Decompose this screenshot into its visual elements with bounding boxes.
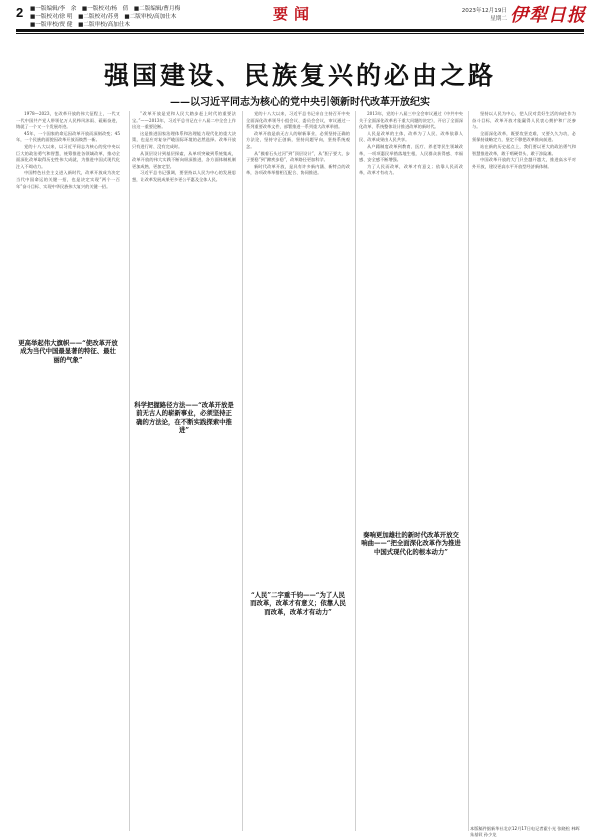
section-subhead: 奏响更加雄壮的新时代改革开放交响曲——“把全面深化改革作为推进中国式现代化的根本动力” xyxy=(361,531,461,556)
date-line: 2023年12月19日 xyxy=(461,8,507,14)
newspaper-logo: 伊犁日报 xyxy=(510,5,586,26)
article-paragraph: 从“摸着石头过河”到“顶层设计”，从“胆子要大、步子要稳”到“蹄疾步稳”，改革路径更加科学。 xyxy=(246,150,350,163)
masthead-rule-thin xyxy=(16,33,584,34)
article-paragraph: 人民是改革的主体，改革为了人民、改革依靠人民、改革成果由人民共享。 xyxy=(359,130,463,143)
article-column xyxy=(359,111,463,831)
article-paragraph: 2013年，党的十八届三中全会审议通过《中共中央关于全面深化改革若干重大问题的决定》，开启了全面深化改革、系统整体设计推进改革的新时代。 xyxy=(359,111,463,130)
article-paragraph: 为了人民而改革，改革才有意义；依靠人民而改革，改革才有动力。 xyxy=(359,163,463,176)
editor-credits xyxy=(30,5,265,29)
article-paragraph: 中国改革开放的大门只会越开越大，推进高水平对外开放，建设更高水平开放型经济新体制。 xyxy=(472,157,576,169)
editor-line: ■一版编辑/李 余 ■一版校对/杨 倩 ■二版编辑/曹月梅 xyxy=(30,6,181,12)
weekday-line: 星期二 xyxy=(490,16,507,22)
section-subhead: “人民”二字重千钧——“为了人民而改革，改革才有意义；依靠人民而改革，改革才有动力” xyxy=(250,591,346,616)
article-paragraph: 党的十八大以来，以习近平同志为核心的党中央以巨大的政治勇气和智慧，统筹推进各领域改革，推动全面深化改革取得历史性伟大成就，为推进中国式现代化注入不竭动力。 xyxy=(16,143,120,169)
article-paragraph: 新时代改革开放，是具有许多新内涵、新特点的改革，各项改革举措相互配合、协同推进。 xyxy=(246,163,350,176)
article-paragraph: 习近平总书记强调，要坚持以人民为中心的发展思想，让改革发展成果更多更公平惠及全体人民。 xyxy=(132,170,236,182)
article-paragraph: 从顶层设计到基层探索，从单项突破到系统集成，改革开放的伟大实践不断向纵深推进，各方面体制机制更加成熟、更加定型。 xyxy=(132,150,236,169)
article-paragraph: 中国特色社会主义进入新时代，改革开放成为决定当代中国命运的关键一招，也是决定实现“两个一百年”奋斗目标、实现中华民族伟大复兴的关键一招。 xyxy=(16,170,120,189)
article-paragraph: 党的十八大以来，习近平总书记亲自主持召开中央全面深化改革领导小组会议、委员会会议，审议通过一系列重要改革文件，部署推进一系列重大改革举措。 xyxy=(246,111,350,130)
issue-date xyxy=(437,7,507,23)
article-paragraph: 改革开放是前无古人的崭新事业，必须坚持正确的方法论，坚持守正创新，坚持问题导向，坚持系统观念。 xyxy=(246,130,350,149)
editor-line: ■一版校对/徐 明 ■二版校对/苏勇 ■二版审校/高加仕木 xyxy=(30,14,177,20)
section-subhead: 科学把握路径方法——“改革开放是前无古人的崭新事业，必须坚持正确的方法论，在不断实践探索中推进” xyxy=(134,401,234,435)
column-divider xyxy=(355,111,356,831)
article-column xyxy=(132,111,236,831)
article-byline: 本版稿件据新华社北京12月17日电记者霍小光 张晓松 林晖 朱基钗 孙少龙 xyxy=(470,826,580,837)
article-paragraph: 全面深化改革，既要攻坚克难，又要久久为功，必须保持战略定力，坚定不移把改革推向前进。 xyxy=(472,130,576,143)
article-paragraph: “改革开放是党和人民大踏步赶上时代的重要法宝。”——2013年，习近平总书记在十八届二中全会上作出这一重要论断。 xyxy=(132,111,236,130)
editor-line: ■一版审校/贾 健 ■二版审校/高加仕木 xyxy=(30,22,131,28)
column-divider xyxy=(242,111,243,831)
masthead xyxy=(0,0,598,40)
article-paragraph: 1978—2023，在改革开放的伟大征程上，一代又一代中国共产党人带领亿万人民栉风沐雨、砥砺奋进，铸就了一个又一个发展奇迹。 xyxy=(16,111,120,130)
section-subhead: 更高举起伟大旗帜——“使改革开放成为当代中国最显著的特征、最壮丽的气象” xyxy=(18,339,118,364)
masthead-rule xyxy=(16,29,584,32)
article-paragraph: 坚持以人民为中心，把人民对美好生活的向往作为奋斗目标，改革开放才能赢得人民衷心拥护和广泛参与。 xyxy=(472,111,576,130)
article-body xyxy=(16,111,584,831)
column-divider xyxy=(129,111,130,831)
section-title: 要闻 xyxy=(273,5,316,23)
article-subhead: ——以习近平同志为核心的党中央引领新时代改革开放纪实 xyxy=(170,97,430,108)
article-paragraph: 45年，一个国家的命运因改革开放而深刻改变；45年，一个民族的面貌因改革开放而焕然一新。 xyxy=(16,130,120,143)
page-number: 2 xyxy=(16,5,24,20)
article-paragraph: 这是推进国家治理体系和治理能力现代化的重大决策，也是应对复杂严峻国际环境的必然选择。改革开放只有进行时、没有完成时。 xyxy=(132,130,236,149)
article-paragraph: 站在新的历史起点上，我们要以更大的政治勇气和智慧推进改革，敢于啃硬骨头、敢于涉险滩。 xyxy=(472,143,576,156)
article-headline: 强国建设、民族复兴的必由之路 xyxy=(103,61,496,90)
article-column xyxy=(16,111,120,831)
article-column xyxy=(246,111,350,831)
column-divider xyxy=(468,111,469,831)
article-paragraph: 从户籍制度改革到教育、医疗、养老等民生领域改革，一项项惠民举措落地生根，人民群众获得感、幸福感、安全感不断增强。 xyxy=(359,143,463,163)
article-column xyxy=(472,111,576,831)
